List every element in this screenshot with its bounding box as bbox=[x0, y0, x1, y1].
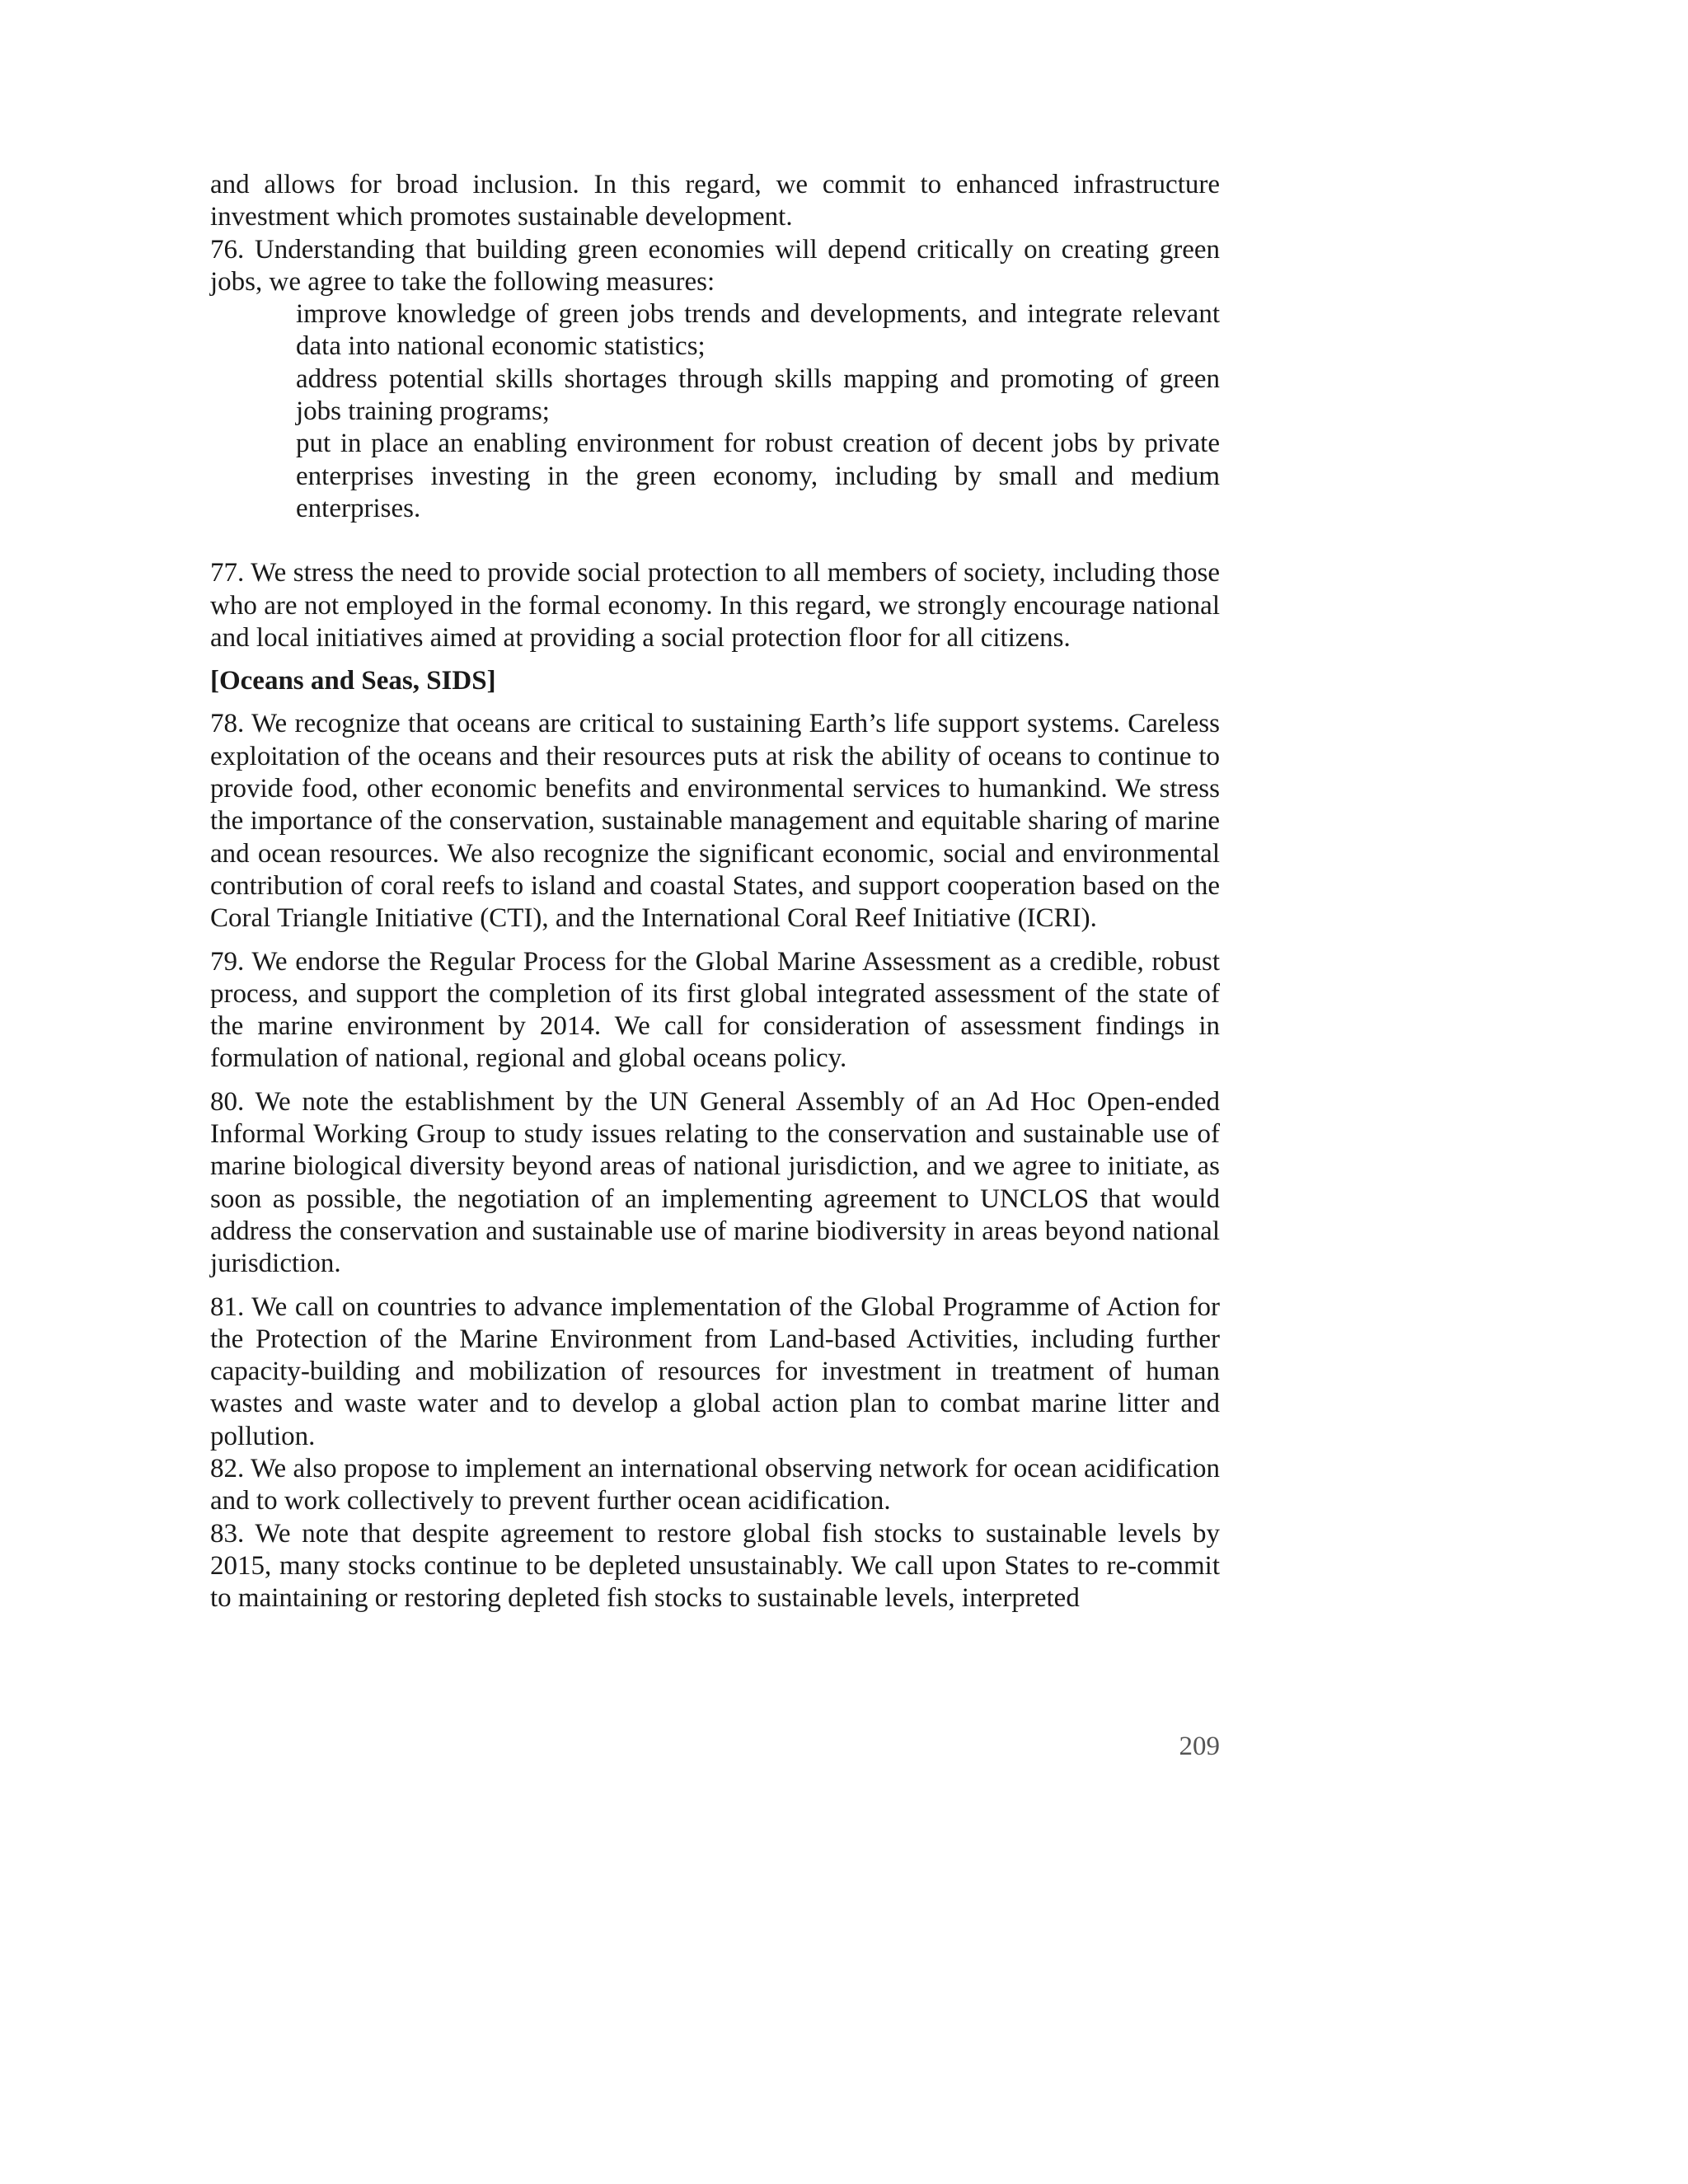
paragraph-79: 79. We endorse the Regular Process for the Global Marine Assessment as a credible, robust process, and support the completion of its first global integrated assessment of the state of the marine environment by 2014. We call for consideration of assessment findings in formulation of national, regional and global oceans policy. bbox=[210, 946, 1220, 1074]
document-page bbox=[210, 169, 1220, 1615]
paragraph-77: 77. We stress the need to provide social protection to all members of society, including those who are not employed in the formal economy. In this regard, we strongly encourage national and local initiatives aimed at providing a social protection floor for all citizens. bbox=[210, 558, 1220, 653]
paragraph-80: 80. We note the establishment by the UN General Assembly of an Ad Hoc Open-ended Informal Working Group to study issues relating to the conservation and sustainable use of marine biological diversity beyond areas of national jurisdiction, and we agree to initiate, as soon as possible, the negotiation of an implementing agreement to UNCLOS that would address the conservation and sustainable use of marine biodiversity in areas beyond national jurisdiction. bbox=[210, 1086, 1220, 1279]
paragraph-76: 76. Understanding that building green economies will depend critically on creating green jobs, we agree to take the following measures: bbox=[210, 234, 1220, 297]
paragraph-78: 78. We recognize that oceans are critical to sustaining Earth’s life support systems. Careless exploitation of the oceans and their resources puts at risk the ability of oceans to continue to provide food, other economic benefits and environmental services to humankind. We stress the importance of the conservation, sustainable management and equitable sharing of marine and ocean resources. We also recognize the significant economic, social and environmental contribution of coral reefs to island and coastal States, and support cooperation based on the Coral Triangle Initiative (CTI), and the International Coral Reef Initiative (ICRI). bbox=[210, 709, 1220, 934]
list-item: improve knowledge of green jobs trends and developments, and integrate relevant data into national economic statistics; bbox=[296, 299, 1220, 362]
paragraph-continued: and allows for broad inclusion. In this regard, we commit to enhanced infrastructure investment which promotes sustainable development. bbox=[210, 170, 1220, 232]
page-number: 209 bbox=[1179, 1732, 1220, 1761]
measures-list bbox=[210, 298, 1220, 525]
paragraph-81: 81. We call on countries to advance implementation of the Global Programme of Action for the Protection of the Marine Environment from Land-based Activities, including further capacity-building and mobilization of resources for investment in treatment of human wastes and waste water and to develop a global action plan to combat marine litter and pollution. bbox=[210, 1291, 1220, 1451]
list-item: address potential skills shortages through skills mapping and promoting of green jobs training programs; bbox=[296, 363, 1220, 427]
section-heading: [Oceans and Seas, SIDS] bbox=[210, 666, 496, 696]
paragraph-82: 82. We also propose to implement an international observing network for ocean acidification and to work collectively to prevent further ocean acidification. bbox=[210, 1453, 1220, 1516]
paragraph-83: 83. We note that despite agreement to restore global fish stocks to sustainable levels by 2015, many stocks continue to be depleted unsustainably. We call upon States to re-commit to maintaining or restoring depleted fish stocks to sustainable levels, interpreted bbox=[210, 1518, 1220, 1614]
list-item: put in place an enabling environment for robust creation of decent jobs by private enterprises investing in the green economy, including by small and medium enterprises. bbox=[296, 429, 1220, 523]
